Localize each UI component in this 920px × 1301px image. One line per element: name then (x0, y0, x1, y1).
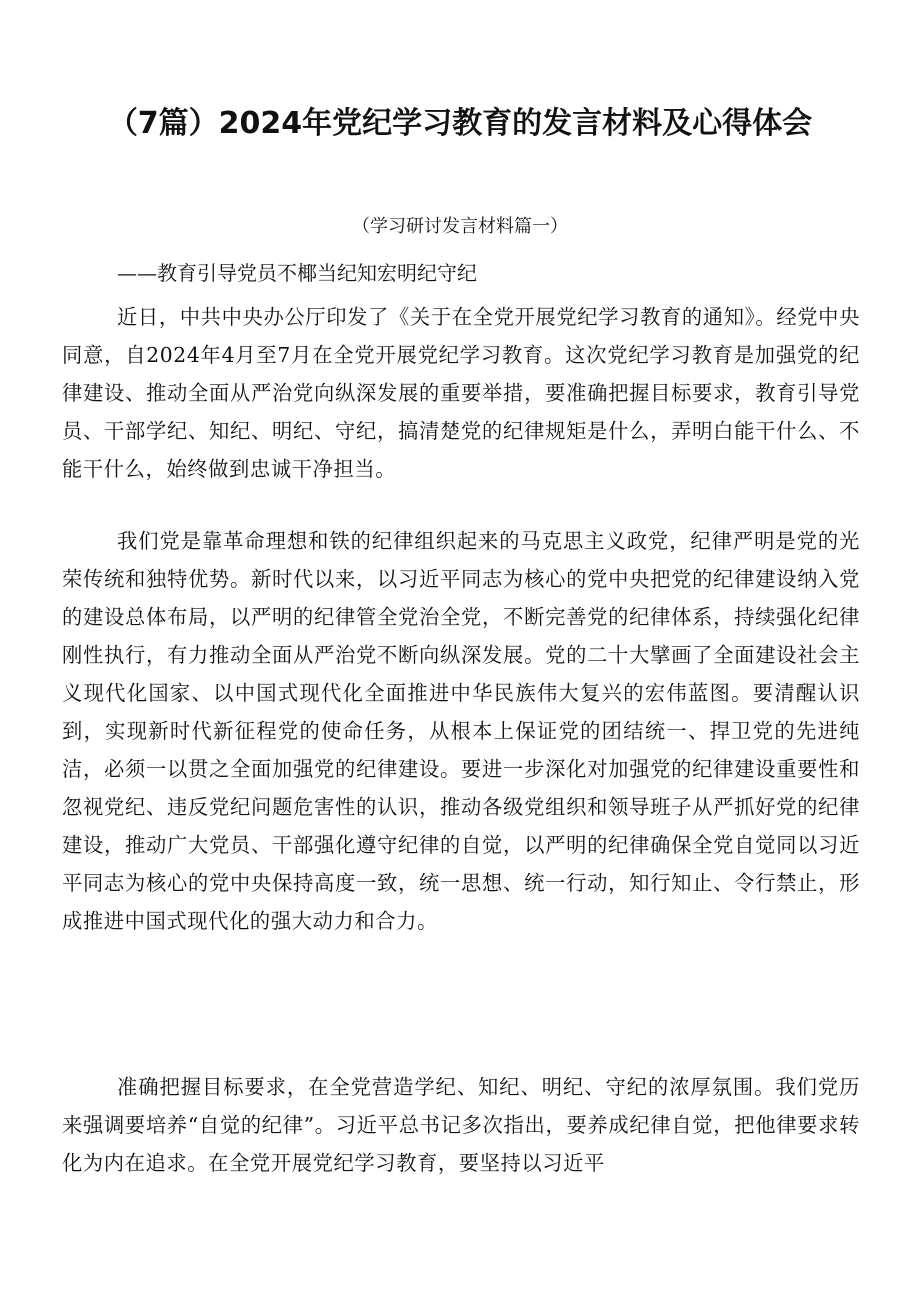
paragraph-2: 我们党是靠革命理想和铁的纪律组织起来的马克思主义政党，纪律严明是党的光荣传统和独特优势。新时代以来，以习近平同志为核心的党中央把党的纪律建设纳入党的建设总体布局，以严明的纪律管全党治全党，不断完善党的纪律体系，持续强化纪律刚性执行，有力推动全面从严治党不断向纵深发展。党的二十大擘画了全面建设社会主义现代化国家、以中国式现代化全面推进中华民族伟大复兴的宏伟蓝图。要清醒认识到，实现新时代新征程党的使命任务，从根本上保证党的团结统一、捍卫党的先进纯洁，必须一以贯之全面加强党的纪律建设。要进一步深化对加强党的纪律建设重要性和忽视党纪、违反党纪问题危害性的认识，推动各级党组织和领导班子从严抓好党的纪律建设，推动广大党员、干部强化遵守纪律的自觉，以严明的纪律确保全党自觉同以习近平同志为核心的党中央保持高度一致，统一思想、统一行动，知行知止、令行禁止，形成推进中国式现代化的强大动力和合力。 (62, 529, 860, 933)
paragraph-3: 准确把握目标要求，在全党营造学纪、知纪、明纪、守纪的浓厚氛围。我们党历来强调要培养“自觉的纪律”。习近平总书记多次指出，要养成纪律自觉，把他律要求转化为内在追求。在全党开展党纪学习教育，要坚持以习近平 (62, 1075, 860, 1175)
dash-subtitle: ——教育引导党员不椰当纪知宏明纪守纪 (117, 261, 477, 285)
section-label: （学习研讨发言材料篇一） (352, 216, 568, 237)
document-title: （7篇）2024年党纪学习教育的发言材料及心得体会 (107, 106, 813, 141)
paragraph-1: 近日，中共中央办公厅印发了《关于在全党开展党纪学习教育的通知》。经党中央同意，自2024年4月至7月在全党开展党纪学习教育。这次党纪学习教育是加强党的纪律建设、推动全面从严治党向纵深发展的重要举措，要准确把握目标要求，教育引导党员、干部学纪、知纪、明纪、守纪，搞清楚党的纪律规矩是什么，弄明白能干什么、不能干什么，始终做到忠诚干净担当。 (62, 305, 860, 481)
